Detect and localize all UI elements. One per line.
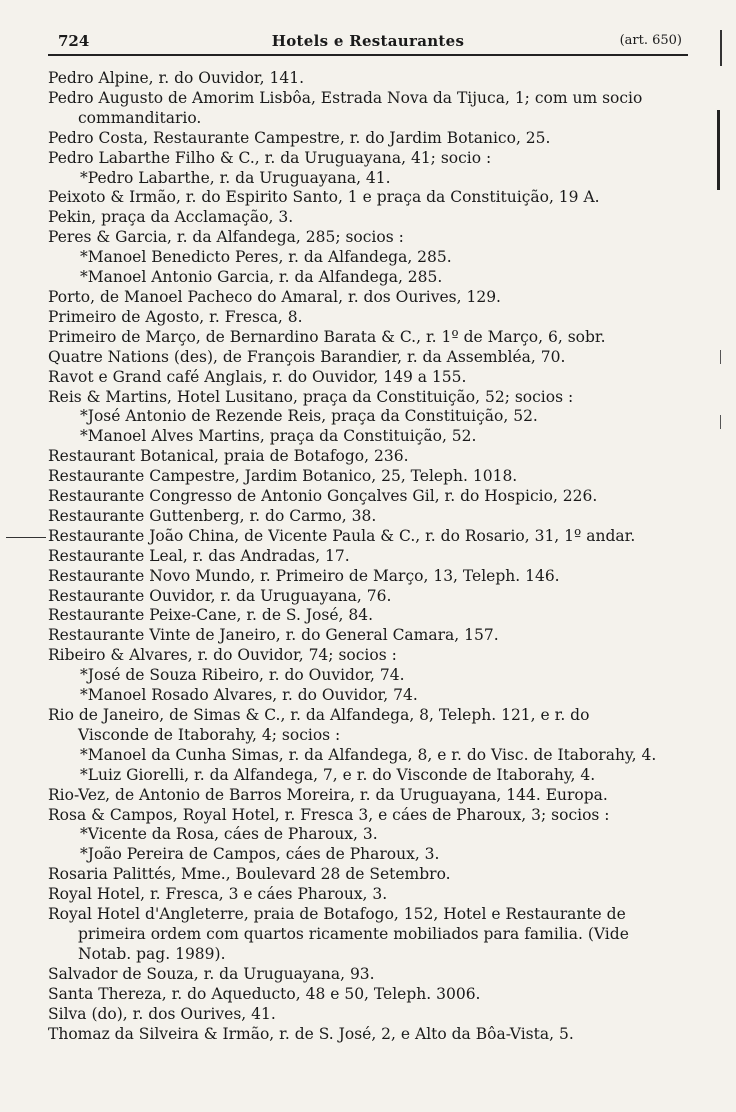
list-item: primeira ordem com quartos ricamente mobiliados para familia. (Vide xyxy=(78,924,629,943)
list-item: Restaurante Ouvidor, r. da Uruguayana, 76. xyxy=(48,586,392,605)
list-item: Restaurante Leal, r. das Andradas, 17. xyxy=(48,546,350,565)
list-item: Restaurante Vinte de Janeiro, r. do General Camara, 157. xyxy=(48,626,499,645)
margin-mark xyxy=(720,30,722,66)
entry-list xyxy=(48,69,696,1044)
list-item: Restaurante Guttenberg, r. do Carmo, 38. xyxy=(48,506,377,525)
list-item: Thomaz da Silveira & Irmão, r. de S. José, 2, e Alto da Bôa-Vista, 5. xyxy=(48,1024,574,1043)
margin-tick xyxy=(720,350,721,364)
page-title: Hotels e Restaurantes xyxy=(271,32,465,50)
margin-tick xyxy=(720,415,721,429)
article-number: (art. 650) xyxy=(619,33,682,48)
list-item: *Manoel Antonio Garcia, r. da Alfandega, 285. xyxy=(80,268,443,287)
list-item: Pedro Labarthe Filho & C., r. da Uruguayana, 41; socio : xyxy=(48,148,492,167)
list-item: Rio-Vez, de Antonio de Barros Moreira, r. da Uruguayana, 144. Europa. xyxy=(48,785,608,804)
list-item: Restaurante Congresso de Antonio Gonçalves Gil, r. do Hospicio, 226. xyxy=(48,487,598,506)
list-item: Silva (do), r. dos Ourives, 41. xyxy=(48,1004,276,1023)
list-item: Reis & Martins, Hotel Lusitano, praça da Constituição, 52; socios : xyxy=(48,387,574,406)
list-item: Notab. pag. 1989). xyxy=(78,944,226,963)
list-item: Ravot e Grand café Anglais, r. do Ouvidor, 149 a 155. xyxy=(48,367,467,386)
list-item: Restaurante Novo Mundo, r. Primeiro de Março, 13, Teleph. 146. xyxy=(48,566,560,585)
list-item: Peixoto & Irmão, r. do Espirito Santo, 1 e praça da Constituição, 19 A. xyxy=(48,188,600,207)
list-item: *José Antonio de Rezende Reis, praça da Constituição, 52. xyxy=(80,407,538,426)
list-item: Pedro Costa, Restaurante Campestre, r. do Jardim Botanico, 25. xyxy=(48,128,551,147)
list-item: *João Pereira de Campos, cáes de Pharoux, 3. xyxy=(80,845,440,864)
list-item: Pekin, praça da Acclamação, 3. xyxy=(48,208,294,227)
list-item: commanditario. xyxy=(78,108,202,127)
list-item: Santa Thereza, r. do Aqueducto, 48 e 50, Teleph. 3006. xyxy=(48,984,481,1003)
page-header xyxy=(48,28,688,56)
list-item: Restaurante Campestre, Jardim Botanico, 25, Teleph. 1018. xyxy=(48,467,518,486)
margin-arrow xyxy=(6,537,46,538)
list-item: Restaurante Peixe-Cane, r. de S. José, 84. xyxy=(48,606,374,625)
list-item: *Manoel da Cunha Simas, r. da Alfandega, 8, e r. do Visc. de Itaborahy, 4. xyxy=(80,745,657,764)
list-item: Royal Hotel, r. Fresca, 3 e cáes Pharoux, 3. xyxy=(48,885,388,904)
list-item: *Pedro Labarthe, r. da Uruguayana, 41. xyxy=(80,168,391,187)
list-item: Quatre Nations (des), de François Barandier, r. da Assembléa, 70. xyxy=(48,347,566,366)
list-item: Salvador de Souza, r. da Uruguayana, 93. xyxy=(48,964,375,983)
list-item: Porto, de Manoel Pacheco do Amaral, r. dos Ourives, 129. xyxy=(48,287,501,306)
list-item: Rosaria Palittés, Mme., Boulevard 28 de Setembro. xyxy=(48,865,451,884)
list-item: Rosa & Campos, Royal Hotel, r. Fresca 3, e cáes de Pharoux, 3; socios : xyxy=(48,805,610,824)
list-item: Rio de Janeiro, de Simas & C., r. da Alfandega, 8, Teleph. 121, e r. do xyxy=(48,706,590,724)
list-item: Visconde de Itaborahy, 4; socios : xyxy=(78,725,341,744)
margin-bar xyxy=(717,110,720,190)
list-item: Pedro Alpine, r. do Ouvidor, 141. xyxy=(48,69,305,87)
list-item: Restaurante João China, de Vicente Paula & C., r. do Rosario, 31, 1º andar. xyxy=(48,526,636,545)
list-item: *Vicente da Rosa, cáes de Pharoux, 3. xyxy=(80,825,378,844)
list-item: Ribeiro & Alvares, r. do Ouvidor, 74; socios : xyxy=(48,646,397,665)
list-item: Restaurant Botanical, praia de Botafogo, 236. xyxy=(48,447,409,466)
page-number: 724 xyxy=(58,32,90,50)
list-item: Royal Hotel d'Angleterre, praia de Botafogo, 152, Hotel e Restaurante de xyxy=(48,905,626,924)
list-item: *José de Souza Ribeiro, r. do Ouvidor, 74. xyxy=(80,666,405,685)
list-item: Primeiro de Agosto, r. Fresca, 8. xyxy=(48,307,303,326)
list-item: *Manoel Benedicto Peres, r. da Alfandega, 285. xyxy=(80,248,452,267)
list-item: *Manoel Rosado Alvares, r. do Ouvidor, 74. xyxy=(80,686,418,705)
list-item: Primeiro de Março, de Bernardino Barata & C., r. 1º de Março, 6, sobr. xyxy=(48,327,606,346)
list-item: *Manoel Alves Martins, praça da Constituição, 52. xyxy=(80,427,477,446)
list-item: *Luiz Giorelli, r. da Alfandega, 7, e r. do Visconde de Itaborahy, 4. xyxy=(80,765,596,784)
list-item: Pedro Augusto de Amorim Lisbôa, Estrada Nova da Tijuca, 1; com um socio xyxy=(48,88,643,107)
list-item: Peres & Garcia, r. da Alfandega, 285; socios : xyxy=(48,228,404,247)
